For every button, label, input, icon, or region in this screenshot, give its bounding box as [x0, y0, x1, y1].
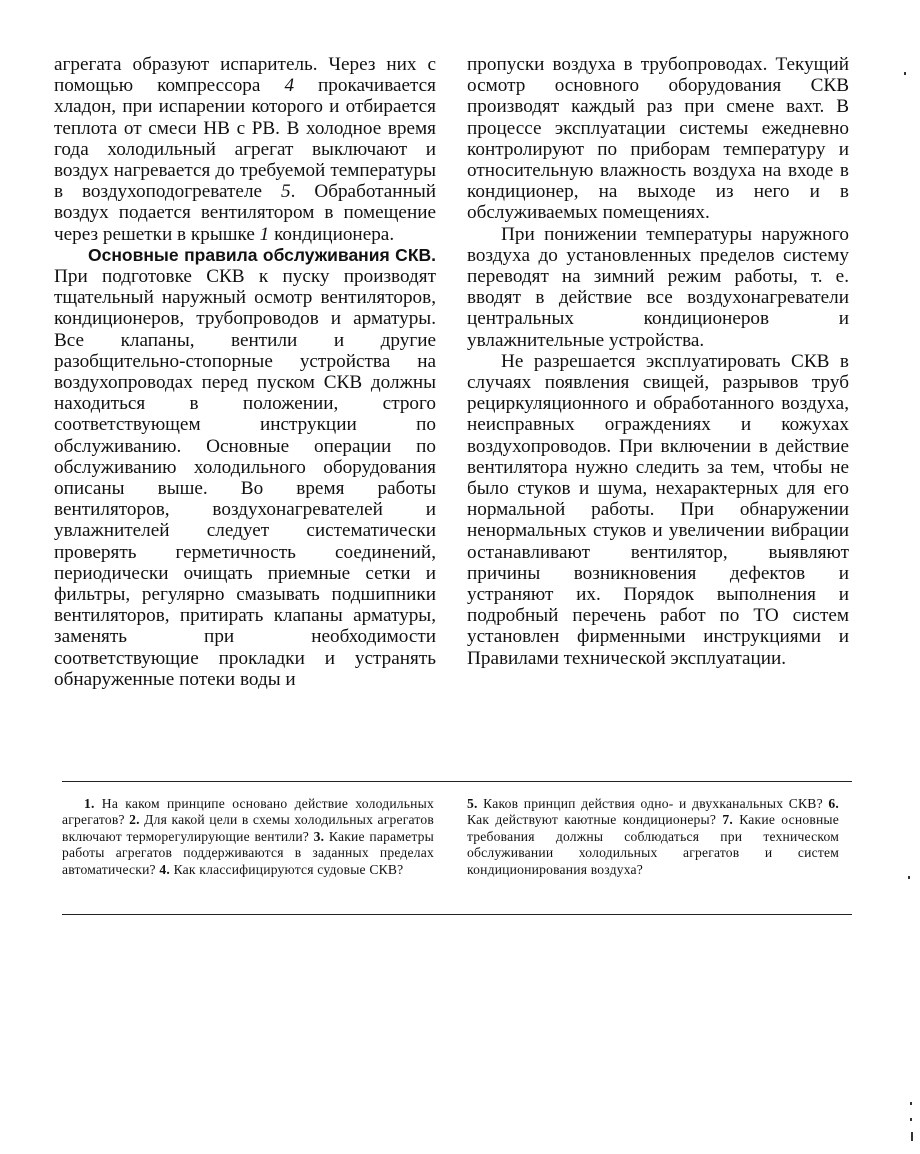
paragraph-prohibitions: Не разрешается эксплуатировать СКВ в случаях появления свищей, разрывов труб рециркуляционного и обработанного воздуха, неисправных ограждениях и кожухах воздухопроводов. При включении в действие вентилятора нужно следить за тем, чтобы не было стуков и шума, нехарактерных для его нормальной работы. При обнаружении ненормальных стуков и увеличении вибрации останавливают вентилятор, выявляют причины возникновения дефектов и устраняют их. Порядок выполнения и подробный перечень работ по ТО систем установлен фирменными инструкциями и Правилами технической эксплуатации.	[467, 350, 849, 669]
scan-speck	[910, 1118, 912, 1121]
scan-speck	[911, 1132, 913, 1141]
paragraph-inspection: пропуски воздуха в трубопроводах. Текущий осмотр основного оборудования СКВ производят каждый раз при смене вахт. В процессе эксплуатации системы ежедневно контролируют по приборам температуру и относительную влажность воздуха на входе в кондиционер, на выходе из него и в обслуживаемых помещениях.	[467, 54, 849, 224]
review-questions-left: 1. На каком принципе основано действие холодильных агрегатов? 2. Для какой цели в схемы холодильных агрегатов включают терморегулирующие вентили? 3. Какие параметры работы агрегатов поддерживаются в заданных пределах автоматически? 4. Как классифицируются судовые СКВ?	[62, 796, 434, 877]
section-heading: Основные правила обслуживания СКВ.	[88, 244, 436, 265]
scan-speck	[904, 72, 906, 75]
paragraph-evaporator: агрегата образуют испаритель. Через них с помощью компрессора 4 прокачивается хладон, при испарении которого и отбирается теплота от смеси НВ с РВ. В холодное время года холодильный агрегат выключают и воздух нагревается до требуемой температуры в воздухоподогревателе 5. Обработанный воздух подается вентилятором в помещение через решетки в крышке 1 кондиционера.	[54, 54, 437, 245]
paragraph-winter-mode: При понижении температуры наружного воздуха до установленных пределов систему переводят на зимний режим работы, т. е. вводят в действие все воздухонагреватели центральных кондиционеров и увлажнительные устройства.	[467, 223, 849, 351]
figure-ref-4: 4	[284, 75, 295, 97]
left-text-column	[54, 54, 436, 690]
top-divider	[62, 781, 852, 782]
figure-ref-1: 1	[259, 223, 270, 245]
paragraph-maintenance-rules: Основные правила обслуживания СКВ. При подготовке СКВ к пуску производят тщательный наружный осмотр вентиляторов, кондиционеров, трубопроводов и арматуры. Все клапаны, вентили и другие разобщительно-стопорные устройства на воздухопроводах перед пуском СКВ должны находиться в положении, строго соответствующем инструкции по обслуживанию. Основные операции по обслуживанию холодильного оборудования описаны выше. Во время работы вентиляторов, воздухонагревателей и увлажнителей следует систематически проверять герметичность соединений, периодически очищать приемные сетки и фильтры, регулярно смазывать подшипники вентиляторов, притирать клапаны арматуры, заменять при необходимости соответствующие прокладки и устранять обнаруженные потеки воды и	[54, 244, 436, 690]
scan-speck	[908, 876, 910, 879]
figure-ref-5: 5	[281, 181, 291, 203]
bottom-divider	[62, 914, 852, 915]
review-questions-right: 5. Каков принцип действия одно- и двухканальных СКВ? 6. Как действуют каютные кондиционеры? 7. Какие основные требования должны соблюдаться при техническом обслуживании холодильных агрегатов и систем кондиционирования воздуха?	[467, 796, 839, 877]
scan-speck	[910, 1102, 912, 1105]
right-text-column	[467, 54, 849, 669]
